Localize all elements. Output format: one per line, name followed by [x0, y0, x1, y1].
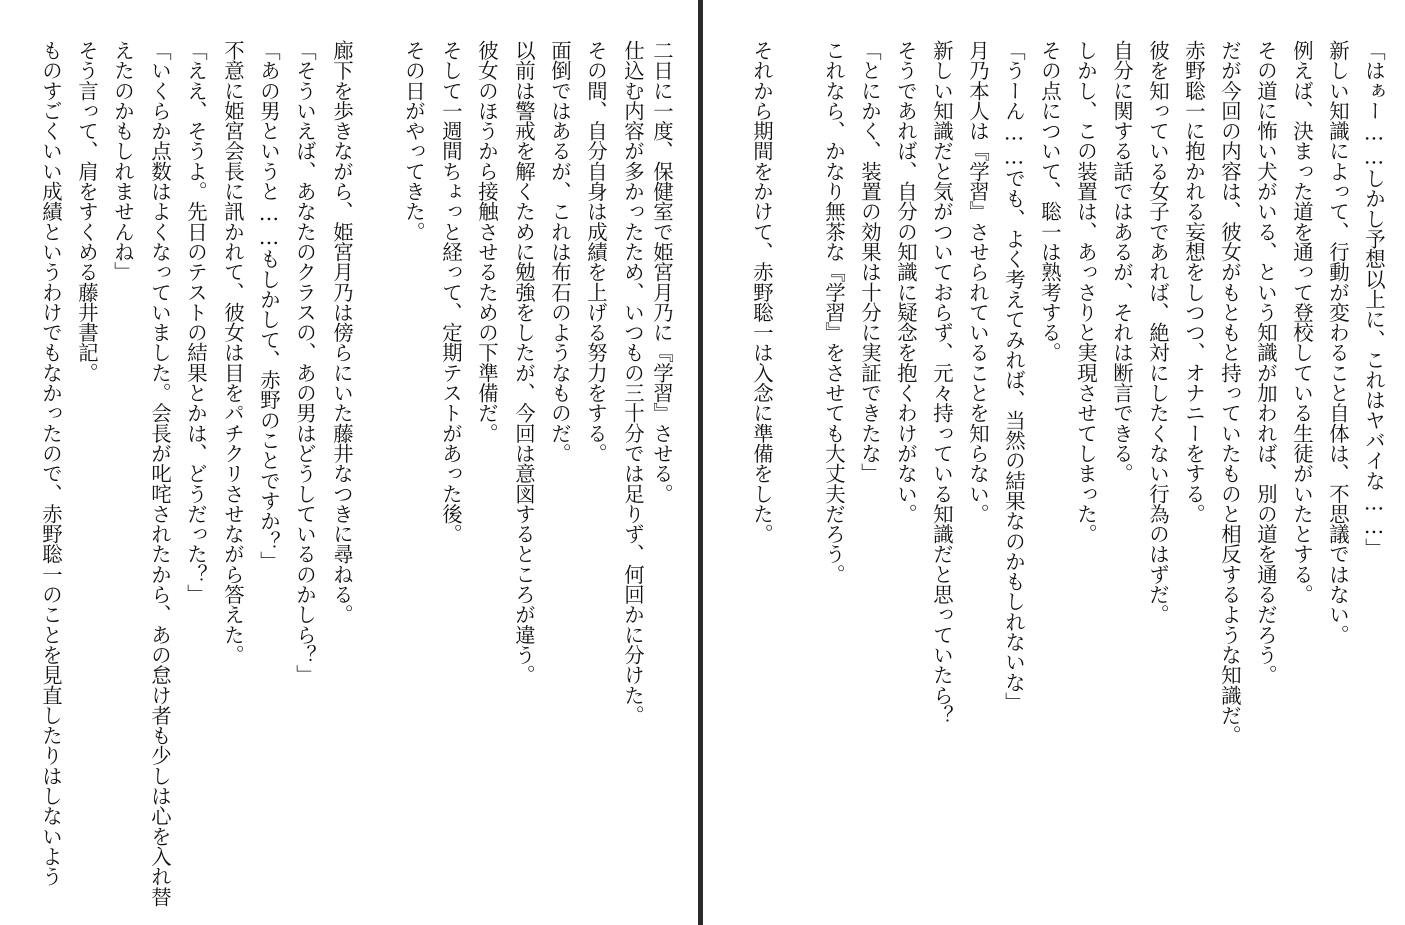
text-line: 以前は警戒を解くために勉強をしたが、今回は意図するところが違う。 — [512, 40, 536, 685]
text-line: 「うーん……でも、よく考えてみれば、当然の結果なのかもしれないな」 — [1002, 40, 1026, 713]
text-line — [364, 40, 392, 925]
text-line: 赤野聡一に抱かれる妄想をしつつ、オナニーをする。 — [1182, 40, 1206, 524]
text-line: 仕込む内容が多かったため、いつもの三十分では足りず、何回かに分けた。 — [621, 40, 645, 726]
text-line: 彼を知っている女子であれば、絶対にしたくない行為のはずだ。 — [1146, 40, 1170, 625]
text-line — [784, 40, 812, 925]
text-line: その点について、聡一は熟考する。 — [1038, 40, 1062, 363]
text-line: 新しい知識によって、行動が変わること自体は、不思議ではない。 — [1326, 40, 1350, 645]
text-line: 自分に関する話ではあるが、それは断言できる。 — [1110, 40, 1134, 484]
text-line: 新しい知識だと気がついておらず、元々持っている知識だと思っていたら？ — [930, 40, 954, 726]
text-line: 月乃本人は『学習』させられていることを知らない。 — [966, 40, 990, 524]
text-line: だが今回の内容は、彼女がもともと持っていたものと相反するような知識だ。 — [1218, 40, 1242, 746]
right-page — [703, 0, 1405, 925]
text-line: 「あの男というと……もしかして、赤野のことですか？」 — [257, 40, 281, 572]
text-line: 不意に姫宮会長に訊かれて、彼女は目をパチクリさせながら答えた。 — [221, 40, 245, 665]
text-line: 「いくらか点数はよくなっていました。会長が叱咤されたから、あの怠け者も少しは心を入れ替 — [148, 40, 172, 907]
text-line: その道に怖い犬がいる、という知識が加われば、別の道を通るだろう。 — [1254, 40, 1278, 685]
text-line: 「そういえば、あなたのクラスの、あの男はどうしているのかしら？」 — [293, 40, 317, 685]
text-line: 二日に一度、保健室で姫宮月乃に『学習』させる。 — [650, 40, 674, 504]
text-line: 「ええ、そうよ。先日のテストの結果とかは、どうだった？」 — [184, 40, 208, 605]
left-page — [0, 0, 700, 925]
text-line: その日がやってきた。 — [402, 40, 426, 242]
text-line: 廊下を歩きながら、姫宮月乃は傍らにいた藤井なつきに尋ねる。 — [330, 40, 354, 625]
text-line: 「とにかく、装置の効果は十分に実証できたな」 — [858, 40, 882, 484]
text-line: そうであれば、自分の知識に疑念を抱くわけがない。 — [894, 40, 918, 524]
text-line: そう言って、肩をすくめる藤井書記。 — [75, 40, 99, 383]
text-line: これなら、かなり無茶な『学習』をさせても大丈夫だろう。 — [822, 40, 846, 585]
text-line: 例えば、決まった道を通って登校している生徒がいたとする。 — [1290, 40, 1314, 605]
text-line: その間、自分自身は成績を上げる努力をする。 — [584, 40, 608, 464]
text-line: それから期間をかけて、赤野聡一は入念に準備をした。 — [750, 40, 774, 544]
text-line: えたのかもしれませんね」 — [111, 40, 135, 282]
text-line: 彼女のほうから接触させるための下準備だ。 — [475, 40, 499, 443]
text-line: 面倒ではあるが、これは布石のようなものだ。 — [548, 40, 572, 464]
text-line: ものすごくいい成績というわけでもなかったので、赤野聡一のことを見直したりはしないよう — [39, 40, 63, 887]
text-line: しかし、この装置は、あっさりと実現させてしまった。 — [1074, 40, 1098, 544]
text-line: 「はぁー……しかし予想以上に、これはヤバイな……」 — [1362, 40, 1386, 559]
text-line: そして一週間ちょっと経って、定期テストがあった後。 — [439, 40, 463, 544]
